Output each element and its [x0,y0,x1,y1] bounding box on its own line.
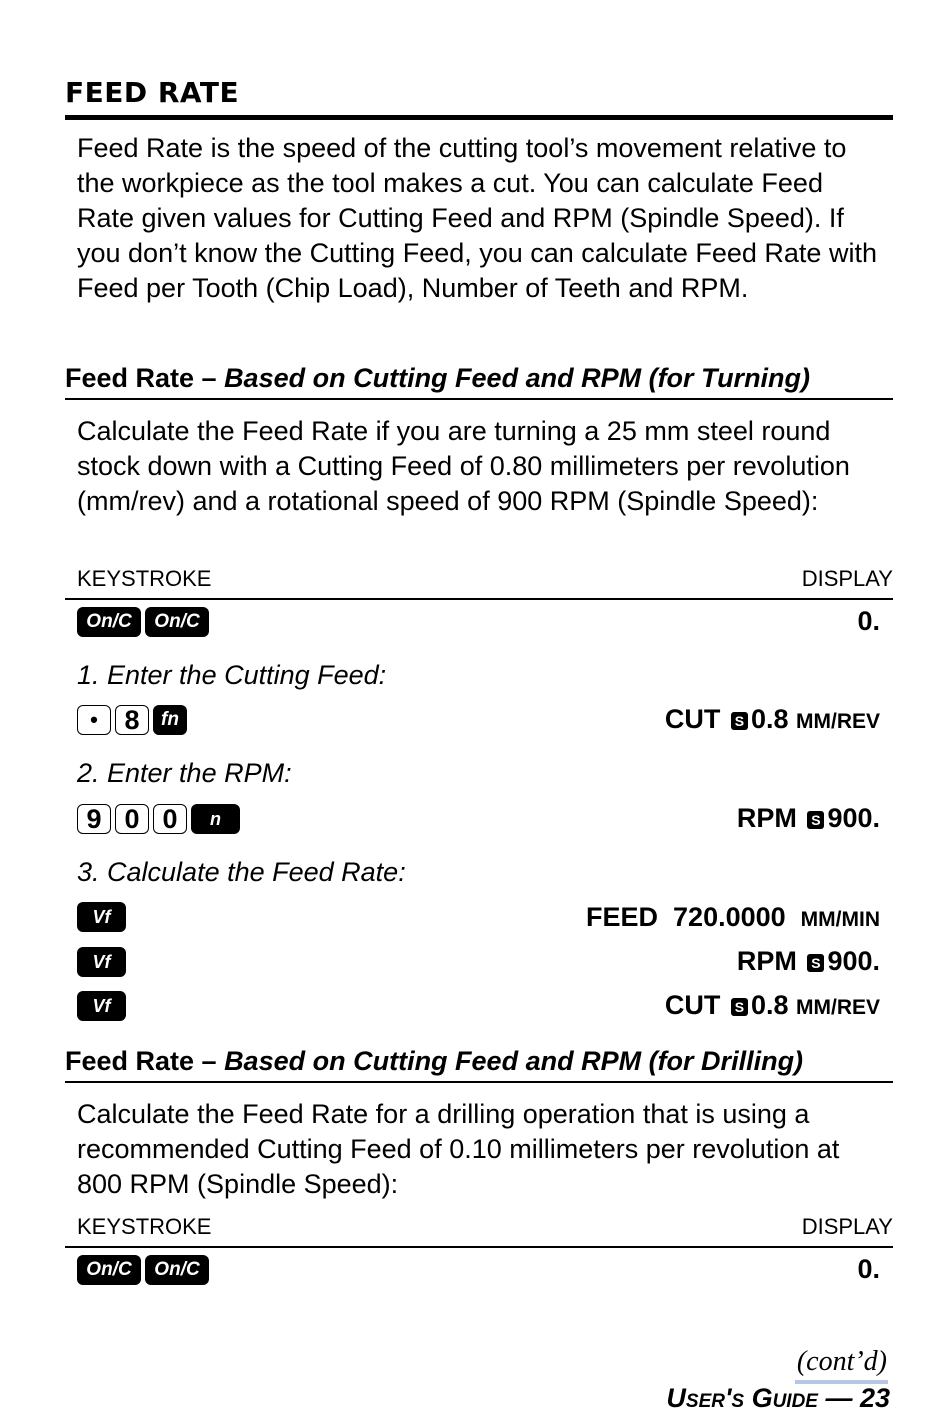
drilling-col-keystroke: KEYSTROKE [77,1214,212,1239]
section-title: FEED RATE [65,76,240,109]
turning-heading [65,363,810,394]
turning-description: Calculate the Feed Rate if you are turning a 25 mm steel round stock down with a Cutting Feed of 0.80 millimeters per revolution (mm/rev) and a rotational speed of 900 RPM (Spindle Speed): [77,416,850,516]
on-c-key: On/C [145,607,209,637]
digit-0-key: 0 [115,804,149,834]
turning-table-rule [65,598,893,600]
rpm-key: n [191,804,240,834]
feed-rate-key: Vf [77,902,126,932]
drilling-heading-italic: Based on Cutting Feed and RPM (for Drilling) [224,1046,804,1076]
on-c-key: On/C [77,1255,141,1285]
step-1-display [665,704,880,735]
feed-label: FEED [586,902,659,932]
step-3-key-3 [77,991,126,1021]
turning-clear-keys [77,607,209,637]
cut-label: CUT [664,704,721,734]
on-c-key: On/C [77,607,141,637]
step-1-keys [77,705,187,735]
title-rule [65,115,893,120]
feed-unit: MM/MIN [800,908,880,931]
rpm-label: RPM [736,803,797,833]
drilling-clear-display: 0. [857,1254,880,1284]
cut-unit: MM/REV [796,710,880,733]
drilling-heading-main: Feed Rate – [65,1046,225,1076]
digit-9-key: 9 [77,804,111,834]
digit-0-key: 0 [153,804,187,834]
turning-col-display: DISPLAY [801,566,893,591]
step-3-key-1 [77,902,126,932]
drilling-col-display: DISPLAY [801,1214,893,1239]
feed-rate-key: Vf [77,991,126,1021]
digit-8-key: 8 [115,705,149,735]
cut-unit: MM/REV [796,996,880,1019]
step-1-label: 1. Enter the Cutting Feed: [77,660,387,690]
turning-col-keystroke: KEYSTROKE [77,566,212,591]
s-badge-icon: S [731,712,748,730]
turning-heading-main: Feed Rate – [65,363,225,393]
drilling-clear-keys [77,1255,209,1285]
on-c-key: On/C [145,1255,209,1285]
drilling-description: Calculate the Feed Rate for a drilling operation that is using a recommended Cutting Feed of 0.10 millimeters per revolution at 800 RPM (Spindle Speed): [77,1099,840,1199]
feed-value: 720.0000 [673,902,786,932]
decimal-key: • [77,705,111,735]
rpm-label: RPM [736,946,797,976]
drilling-heading [65,1046,803,1077]
continued-note: (cont’d) [796,1346,887,1377]
drilling-heading-rule [65,1081,893,1083]
result-cut-display [665,990,880,1021]
feed-rate-key: Vf [77,947,126,977]
s-badge-icon: S [807,954,824,972]
cutting-feed-key: fn [153,705,187,735]
s-badge-icon: S [731,998,748,1016]
cut-value: 0.8 [750,990,789,1020]
result-feed-display [586,902,880,933]
step-2-label: 2. Enter the RPM: [77,758,292,788]
s-badge-icon: S [807,811,824,829]
cut-value: 0.8 [750,704,789,734]
page-footer: User's Guide — 23 [666,1383,890,1413]
step-2-display [737,803,880,834]
cut-label: CUT [664,990,721,1020]
step-3-label: 3. Calculate the Feed Rate: [77,857,406,887]
intro-paragraph: Feed Rate is the speed of the cutting tool’s movement relative to the workpiece as the tool makes a cut. You can calculate Feed Rate given values for Cutting Feed and RPM (Spindle Speed). If you don’t know the Cutting Feed, you can calculate Feed Rate with Feed per Tooth (Chip Load), Number of Teeth and RPM. [77,133,877,303]
turning-clear-display: 0. [857,606,880,636]
step-2-keys [77,804,240,834]
turning-heading-italic: Based on Cutting Feed and RPM (for Turning) [224,363,811,393]
drilling-table-rule [65,1246,893,1248]
rpm-value: 900. [827,803,880,833]
result-rpm-display [737,946,880,977]
turning-heading-rule [65,398,893,400]
step-3-key-2 [77,947,126,977]
rpm-value: 900. [827,946,880,976]
